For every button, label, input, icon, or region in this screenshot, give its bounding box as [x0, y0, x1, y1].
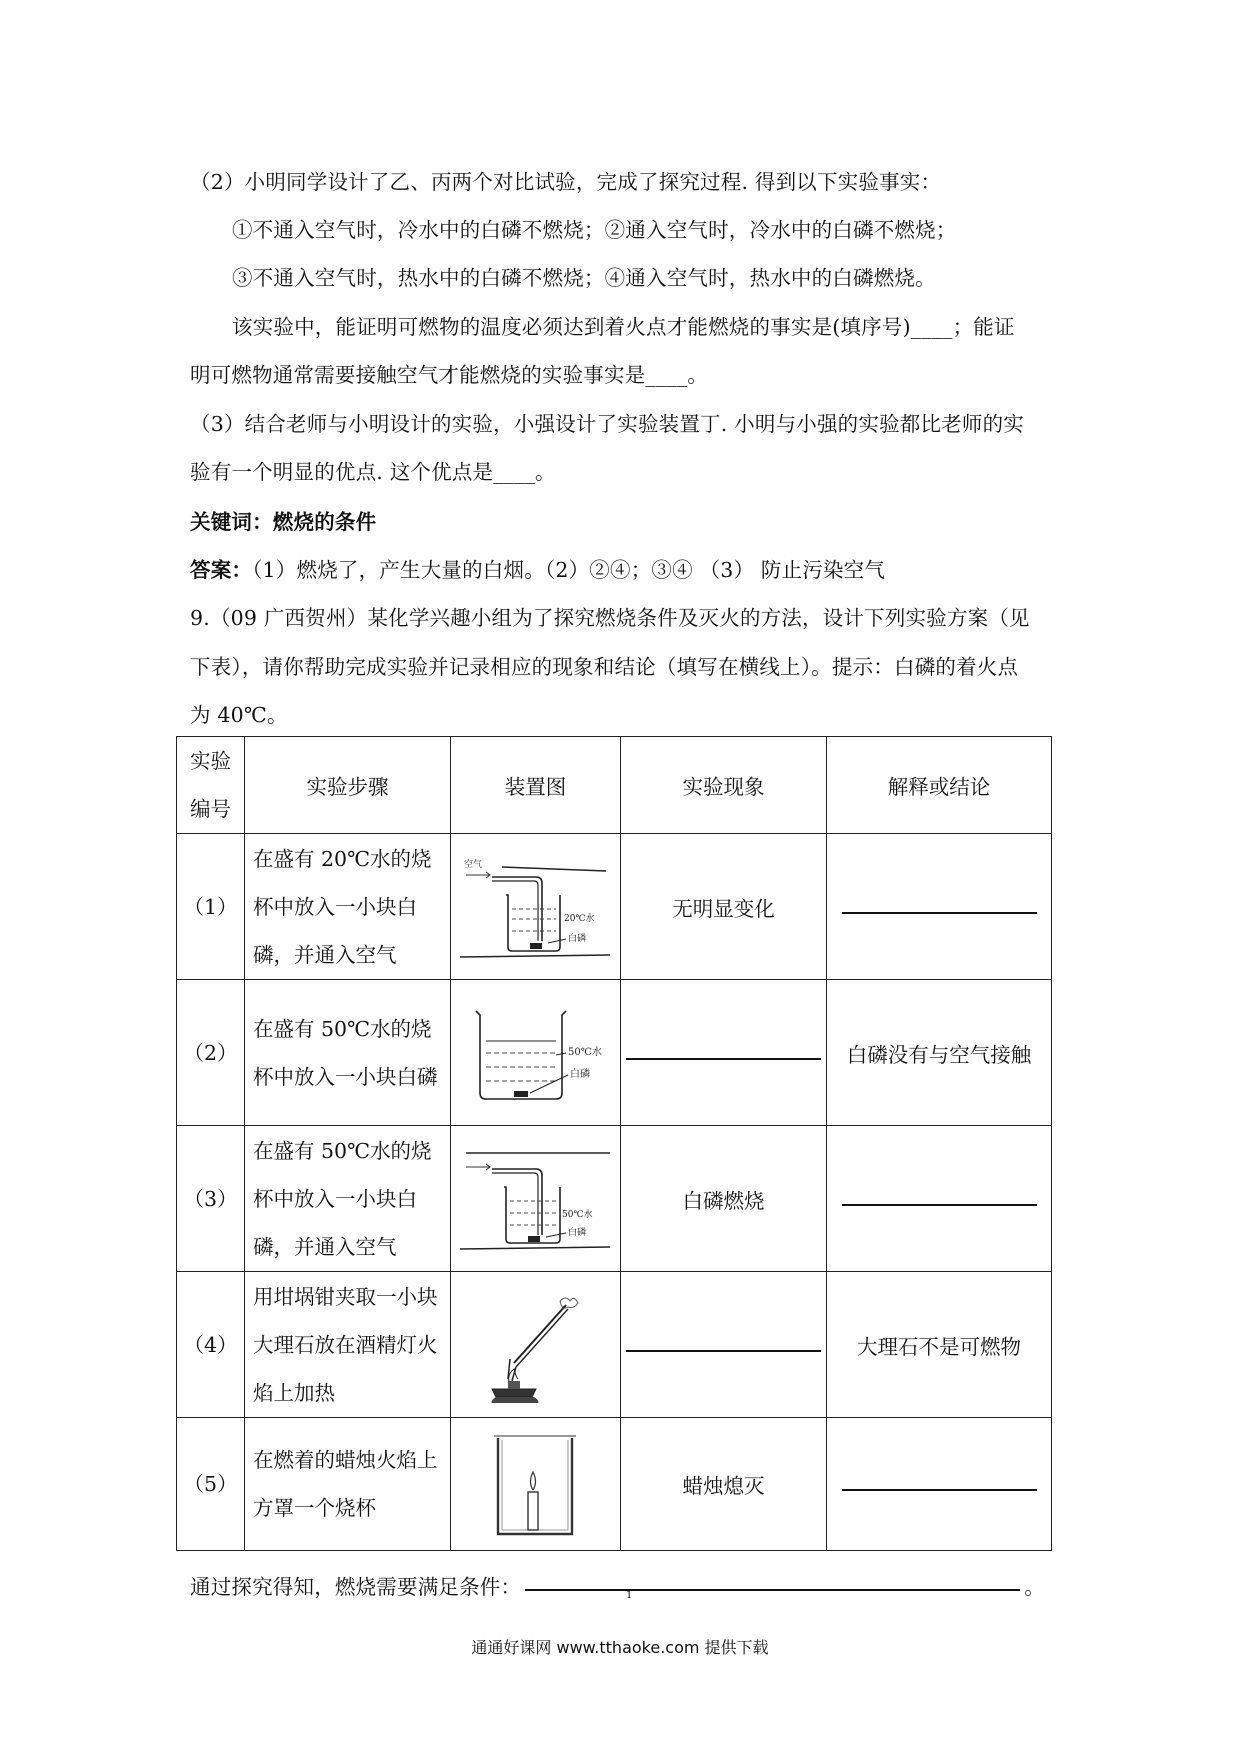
header-figure: 装置图: [451, 737, 621, 834]
table-header-row: [177, 737, 1052, 834]
tongs-lamp-figure: [456, 1285, 616, 1405]
row-figure: [451, 1418, 621, 1551]
table-row: [177, 1418, 1052, 1551]
header-step: 实验步骤: [245, 737, 451, 834]
beaker-air-figure: [456, 851, 616, 963]
q3-line-1: （3）结合老师与小明设计的实验，小强设计了实验装置丁. 小明与小强的实验都比老师的实: [190, 412, 1024, 436]
experiment-table: [176, 736, 1052, 1551]
answer-blank[interactable]: [626, 1348, 821, 1352]
q2-line-3: ③不通入空气时，热水中的白磷不燃烧；④通入空气时，热水中的白磷燃烧。: [232, 266, 936, 290]
row-num: （5）: [177, 1418, 245, 1551]
phosphorus-label: 白磷: [567, 933, 586, 944]
q2-line-1: （2）小明同学设计了乙、丙两个对比试验，完成了探究过程. 得到以下实验事实：: [190, 170, 942, 194]
row-conclusion[interactable]: [827, 1418, 1052, 1551]
row-step: 在盛有 20℃水的烧杯中放入一小块白磷，并通入空气: [245, 834, 451, 980]
beaker-figure: [456, 997, 616, 1109]
row-conclusion: 大理石不是可燃物: [827, 1272, 1052, 1418]
row-figure: [451, 834, 621, 980]
answer-blank[interactable]: [842, 1487, 1037, 1491]
summary-blank[interactable]: [525, 1587, 1020, 1591]
page-tick: 1: [626, 1590, 633, 1601]
answer-label: 答案：: [190, 558, 253, 582]
phosphorus-label: 白磷: [567, 1227, 586, 1238]
water-label: 50℃水: [561, 1209, 593, 1220]
footer: 通通好课网 www.tthaoke.com 提供下载: [471, 1638, 769, 1657]
row-step: 在盛有 50℃水的烧杯中放入一小块白磷，并通入空气: [245, 1126, 451, 1272]
beaker-air-figure: [456, 1143, 616, 1255]
header-num: [177, 737, 245, 834]
row-figure: [451, 1272, 621, 1418]
water-label: 20℃水: [563, 913, 595, 924]
phosphorus-label: 白磷: [569, 1068, 590, 1080]
row-conclusion[interactable]: [827, 834, 1052, 980]
row-num: （4）: [177, 1272, 245, 1418]
summary-line: [190, 1570, 1045, 1600]
row-phenomenon: 白磷燃烧: [621, 1126, 827, 1272]
summary-suffix: 。: [1024, 1575, 1045, 1599]
table-row: [177, 1126, 1052, 1272]
candle-beaker-figure: [456, 1424, 616, 1544]
row-phenomenon[interactable]: [621, 980, 827, 1126]
row-step: 在盛有 50℃水的烧杯中放入一小块白磷: [245, 980, 451, 1126]
row-figure: [451, 1126, 621, 1272]
answer-text: （1）燃烧了，产生大量的白烟。（2）②④；③④ （3） 防止污染空气: [252, 558, 886, 582]
row-phenomenon[interactable]: [621, 1272, 827, 1418]
q9-line-3: 为 40℃。: [190, 703, 288, 727]
header-num-line-2: 编号: [190, 797, 231, 821]
keywords: 关键词：燃烧的条件: [190, 510, 377, 534]
answer: [190, 553, 885, 583]
table-row: [177, 834, 1052, 980]
water-label: 50℃水: [567, 1046, 602, 1058]
q3-line-2: 验有一个明显的优点. 这个优点是____。: [190, 460, 556, 484]
answer-blank[interactable]: [842, 910, 1037, 914]
header-conclusion: 解释或结论: [827, 737, 1052, 834]
header-phenomenon: 实验现象: [621, 737, 827, 834]
row-phenomenon: 蜡烛熄灭: [621, 1418, 827, 1551]
q2-line-4: 该实验中，能证明可燃物的温度必须达到着火点才能燃烧的事实是(填序号)____；能证: [232, 315, 1015, 339]
row-num: （2）: [177, 980, 245, 1126]
q2-line-5: 明可燃物通常需要接触空气才能燃烧的实验事实是____。: [190, 363, 708, 387]
table-row: [177, 980, 1052, 1126]
q2-line-2: ①不通入空气时，冷水中的白磷不燃烧；②通入空气时，冷水中的白磷不燃烧；: [232, 218, 957, 242]
summary-prefix: 通过探究得知，燃烧需要满足条件：: [190, 1575, 522, 1599]
header-num-line-1: 实验: [190, 749, 231, 773]
answer-blank[interactable]: [842, 1202, 1037, 1206]
row-num: （3）: [177, 1126, 245, 1272]
row-step: 在燃着的蜡烛火焰上方罩一个烧杯: [245, 1418, 451, 1551]
answer-blank[interactable]: [626, 1056, 821, 1060]
air-label: 空气: [463, 859, 482, 870]
row-num: （1）: [177, 834, 245, 980]
q9-line-1: 9.（09 广西贺州）某化学兴趣小组为了探究燃烧条件及灭火的方法，设计下列实验方案（见: [190, 606, 1030, 630]
row-step: 用坩埚钳夹取一小块大理石放在酒精灯火焰上加热: [245, 1272, 451, 1418]
q9-line-2: 下表），请你帮助完成实验并记录相应的现象和结论（填写在横线上）。提示：白磷的着火点: [190, 655, 1019, 679]
row-phenomenon: 无明显变化: [621, 834, 827, 980]
row-conclusion: 白磷没有与空气接触: [827, 980, 1052, 1126]
row-figure: [451, 980, 621, 1126]
table-row: [177, 1272, 1052, 1418]
row-conclusion[interactable]: [827, 1126, 1052, 1272]
